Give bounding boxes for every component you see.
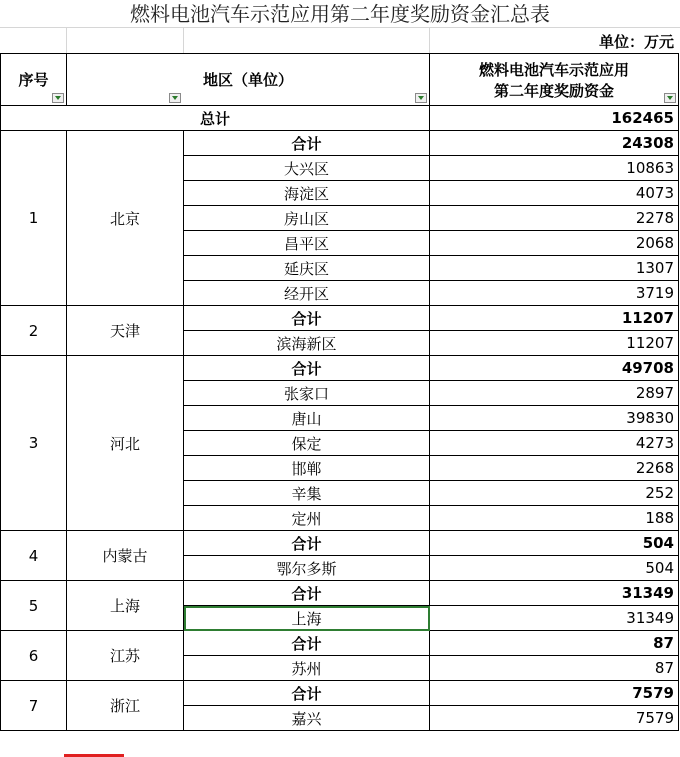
amount-cell[interactable]: 31349 xyxy=(430,606,679,631)
header-amount-line2: 第二年度奖励资金 xyxy=(493,81,614,100)
amount-cell[interactable]: 4073 xyxy=(430,181,679,206)
region-cell[interactable]: 浙江 xyxy=(67,681,184,731)
unit-name-cell[interactable]: 滨海新区 xyxy=(184,331,430,356)
unit-name-cell[interactable]: 定州 xyxy=(184,506,430,531)
gridline xyxy=(183,27,184,53)
subtotal-value[interactable]: 49708 xyxy=(430,356,679,381)
region-cell[interactable]: 天津 xyxy=(67,306,184,356)
subtotal-value[interactable]: 11207 xyxy=(430,306,679,331)
amount-cell[interactable]: 188 xyxy=(430,506,679,531)
seq-cell[interactable]: 7 xyxy=(1,681,67,731)
seq-cell[interactable]: 6 xyxy=(1,631,67,681)
unit-name-cell[interactable]: 上海 xyxy=(184,606,430,631)
subtotal-value[interactable]: 7579 xyxy=(430,681,679,706)
unit-name-cell[interactable]: 经开区 xyxy=(184,281,430,306)
filter-dropdown-icon[interactable] xyxy=(52,93,64,103)
group-subtotal-row xyxy=(1,306,679,331)
unit-name-cell[interactable]: 邯郸 xyxy=(184,456,430,481)
seq-cell[interactable]: 4 xyxy=(1,531,67,581)
unit-name-cell[interactable]: 辛集 xyxy=(184,481,430,506)
seq-cell[interactable]: 1 xyxy=(1,131,67,306)
seq-cell[interactable]: 3 xyxy=(1,356,67,531)
summary-table xyxy=(0,53,679,731)
amount-cell[interactable]: 504 xyxy=(430,556,679,581)
unit-name-cell[interactable]: 嘉兴 xyxy=(184,706,430,731)
unit-label: 单位：万元 xyxy=(598,33,674,51)
region-cell[interactable]: 河北 xyxy=(67,356,184,531)
total-value[interactable]: 162465 xyxy=(430,106,679,131)
group-subtotal-row xyxy=(1,531,679,556)
header-amount-line1: 燃料电池汽车示范应用 xyxy=(478,60,629,79)
subtotal-label[interactable]: 合计 xyxy=(184,531,430,556)
header-seq-label: 序号 xyxy=(18,71,49,89)
amount-cell[interactable]: 252 xyxy=(430,481,679,506)
sheet-title: 燃料电池汽车示范应用第二年度奖励资金汇总表 xyxy=(130,2,550,26)
region-cell[interactable]: 北京 xyxy=(67,131,184,306)
group-subtotal-row xyxy=(1,131,679,156)
unit-name-cell[interactable]: 唐山 xyxy=(184,406,430,431)
subtotal-value[interactable]: 87 xyxy=(430,631,679,656)
gridline xyxy=(0,27,680,28)
amount-cell[interactable]: 87 xyxy=(430,656,679,681)
unit-name-cell[interactable]: 房山区 xyxy=(184,206,430,231)
amount-cell[interactable]: 10863 xyxy=(430,156,679,181)
gridline xyxy=(66,27,67,53)
total-row xyxy=(1,106,679,131)
subtotal-value[interactable]: 31349 xyxy=(430,581,679,606)
subtotal-label[interactable]: 合计 xyxy=(184,581,430,606)
group-subtotal-row xyxy=(1,681,679,706)
filter-dropdown-icon[interactable] xyxy=(664,93,676,103)
unit-name-cell[interactable]: 昌平区 xyxy=(184,231,430,256)
region-cell[interactable]: 江苏 xyxy=(67,631,184,681)
unit-name-cell[interactable]: 海淀区 xyxy=(184,181,430,206)
amount-cell[interactable]: 39830 xyxy=(430,406,679,431)
unit-name-cell[interactable]: 大兴区 xyxy=(184,156,430,181)
amount-cell[interactable]: 2897 xyxy=(430,381,679,406)
amount-cell[interactable]: 4273 xyxy=(430,431,679,456)
amount-cell[interactable]: 2068 xyxy=(430,231,679,256)
subtotal-value[interactable]: 504 xyxy=(430,531,679,556)
header-region[interactable] xyxy=(67,54,430,106)
seq-cell[interactable]: 2 xyxy=(1,306,67,356)
header-amount[interactable] xyxy=(430,54,679,106)
amount-cell[interactable]: 2278 xyxy=(430,206,679,231)
region-cell[interactable]: 内蒙古 xyxy=(67,531,184,581)
unit-name-cell[interactable]: 延庆区 xyxy=(184,256,430,281)
header-region-label: 地区（单位） xyxy=(202,71,293,89)
unit-name-cell[interactable]: 保定 xyxy=(184,431,430,456)
filter-dropdown-icon[interactable] xyxy=(415,93,427,103)
subtotal-label[interactable]: 合计 xyxy=(184,681,430,706)
region-cell[interactable]: 上海 xyxy=(67,581,184,631)
subtotal-label[interactable]: 合计 xyxy=(184,306,430,331)
amount-cell[interactable]: 3719 xyxy=(430,281,679,306)
unit-name-cell[interactable]: 张家口 xyxy=(184,381,430,406)
amount-cell[interactable]: 11207 xyxy=(430,331,679,356)
unit-name-cell[interactable]: 苏州 xyxy=(184,656,430,681)
gridline xyxy=(429,27,430,53)
subtotal-label[interactable]: 合计 xyxy=(184,631,430,656)
group-subtotal-row xyxy=(1,356,679,381)
amount-cell[interactable]: 7579 xyxy=(430,706,679,731)
subtotal-value[interactable]: 24308 xyxy=(430,131,679,156)
header-row xyxy=(1,54,679,106)
amount-cell[interactable]: 2268 xyxy=(430,456,679,481)
amount-cell[interactable]: 1307 xyxy=(430,256,679,281)
subtotal-label[interactable]: 合计 xyxy=(184,356,430,381)
subtotal-label[interactable]: 合计 xyxy=(184,131,430,156)
group-subtotal-row xyxy=(1,631,679,656)
group-subtotal-row xyxy=(1,581,679,606)
filter-dropdown-icon[interactable] xyxy=(169,93,181,103)
seq-cell[interactable]: 5 xyxy=(1,581,67,631)
header-seq[interactable] xyxy=(1,54,67,106)
unit-name-cell[interactable]: 鄂尔多斯 xyxy=(184,556,430,581)
total-label[interactable]: 总计 xyxy=(1,106,430,131)
